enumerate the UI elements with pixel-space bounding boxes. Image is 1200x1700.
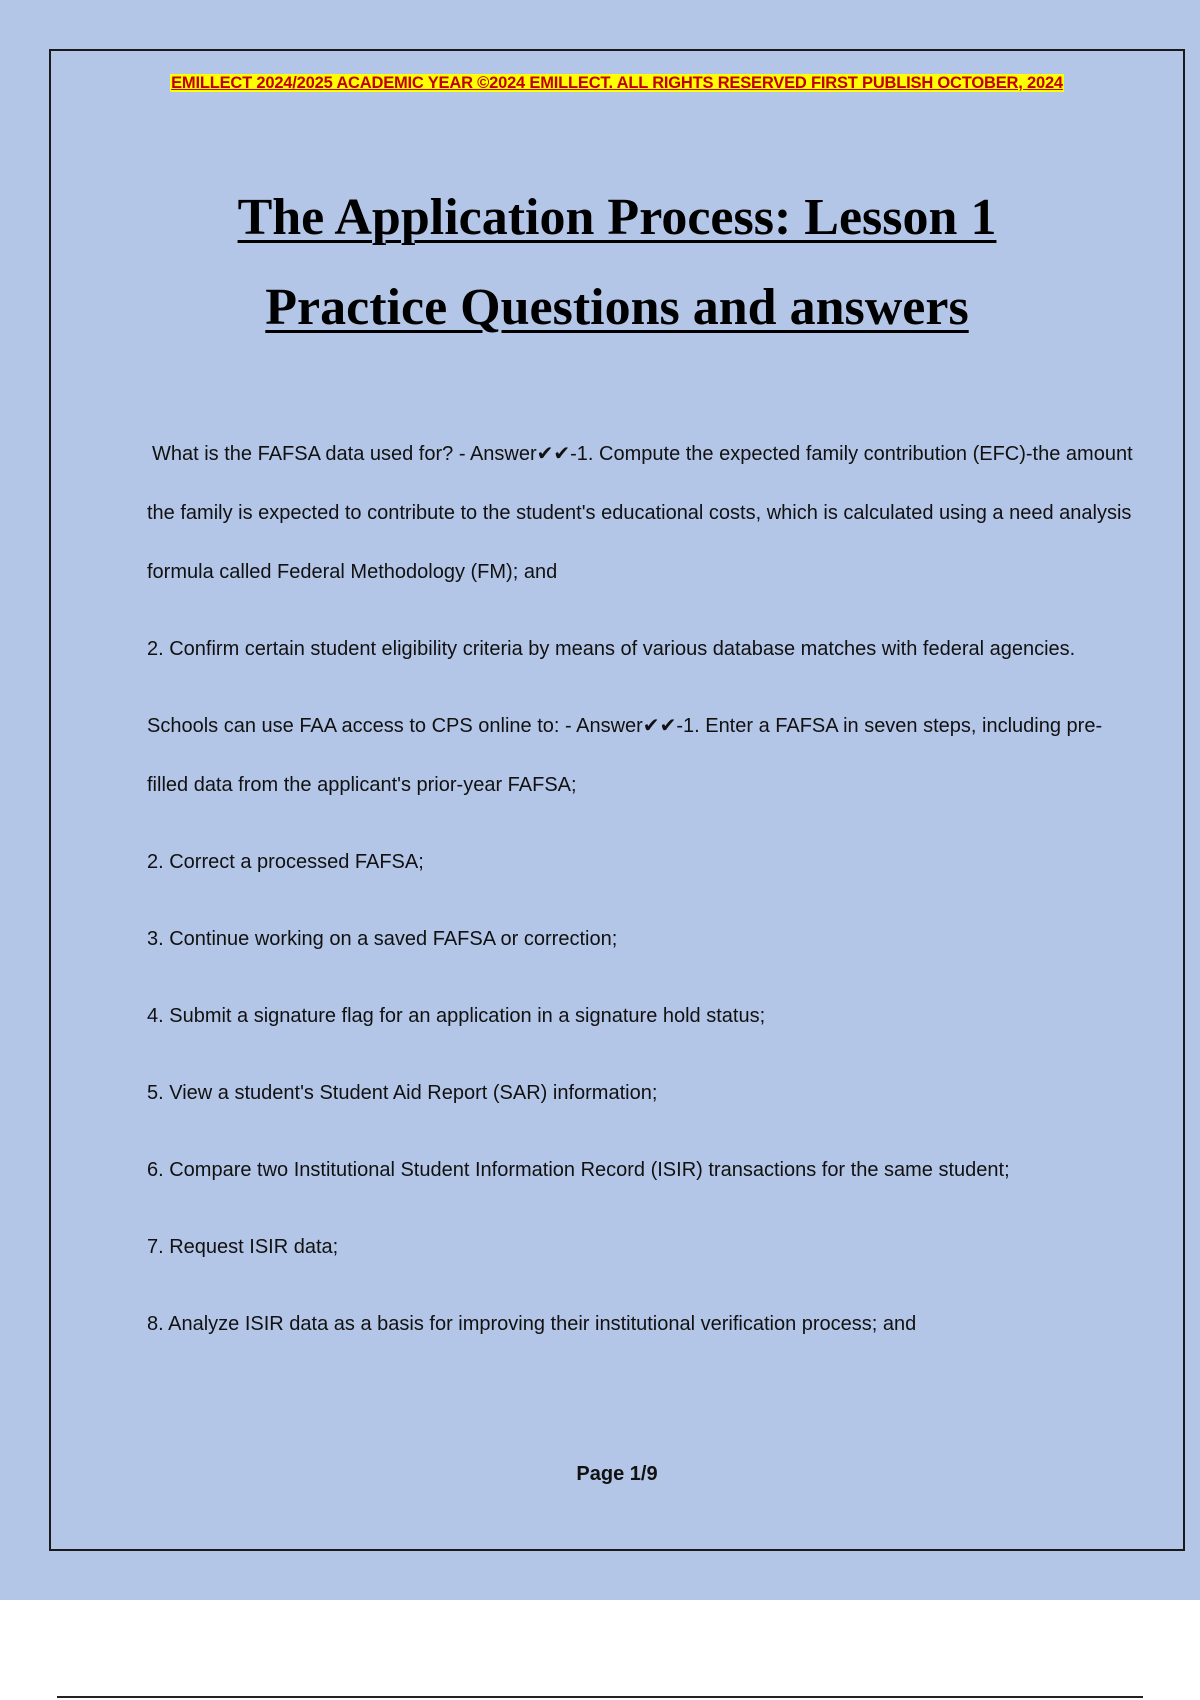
paragraph-faa-access-question: Schools can use FAA access to CPS online to: - Answer✔✔-1. Enter a FAFSA in seven steps, including pre-filled data from the applicant's prior-year FAFSA;	[147, 715, 1103, 796]
list-item-request-isir: 7. Request ISIR data;	[147, 1236, 339, 1258]
list-item-signature-flag: 4. Submit a signature flag for an application in a signature hold status;	[147, 1005, 766, 1027]
document-title	[51, 173, 1183, 353]
copyright-header	[51, 74, 1183, 93]
page-number: Page 1/9	[576, 1463, 658, 1485]
list-item-continue-working: 3. Continue working on a saved FAFSA or correction;	[147, 928, 618, 950]
copyright-header-text: EMILLECT 2024/2025 ACADEMIC YEAR ©2024 EMILLECT. ALL RIGHTS RESERVED FIRST PUBLISH OCTOBER, 2024	[171, 74, 1063, 92]
list-item-compare-isir: 6. Compare two Institutional Student Information Record (ISIR) transactions for the same student;	[147, 1159, 1010, 1181]
title-line-2: Practice Questions and answers	[265, 279, 969, 336]
list-item-correct-fafsa: 2. Correct a processed FAFSA;	[147, 851, 424, 873]
footer-divider	[57, 1696, 1143, 1698]
document-body	[147, 425, 1137, 1372]
title-line-1: The Application Process: Lesson 1	[237, 189, 997, 246]
list-item-view-sar: 5. View a student's Student Aid Report (SAR) information;	[147, 1082, 658, 1104]
paragraph-eligibility: 2. Confirm certain student eligibility criteria by means of various database matches with federal agencies.	[147, 638, 1076, 660]
list-item-analyze-isir: 8. Analyze ISIR data as a basis for improving their institutional verification process; and	[147, 1313, 917, 1335]
paragraph-fafsa-question: What is the FAFSA data used for? - Answer✔✔-1. Compute the expected family contribution (EFC)-the amount the family is expected to contribute to the student's educational costs, which is calculated using a need analysis formula called Federal Methodology (FM); and	[147, 443, 1133, 583]
page-border	[49, 49, 1185, 1551]
